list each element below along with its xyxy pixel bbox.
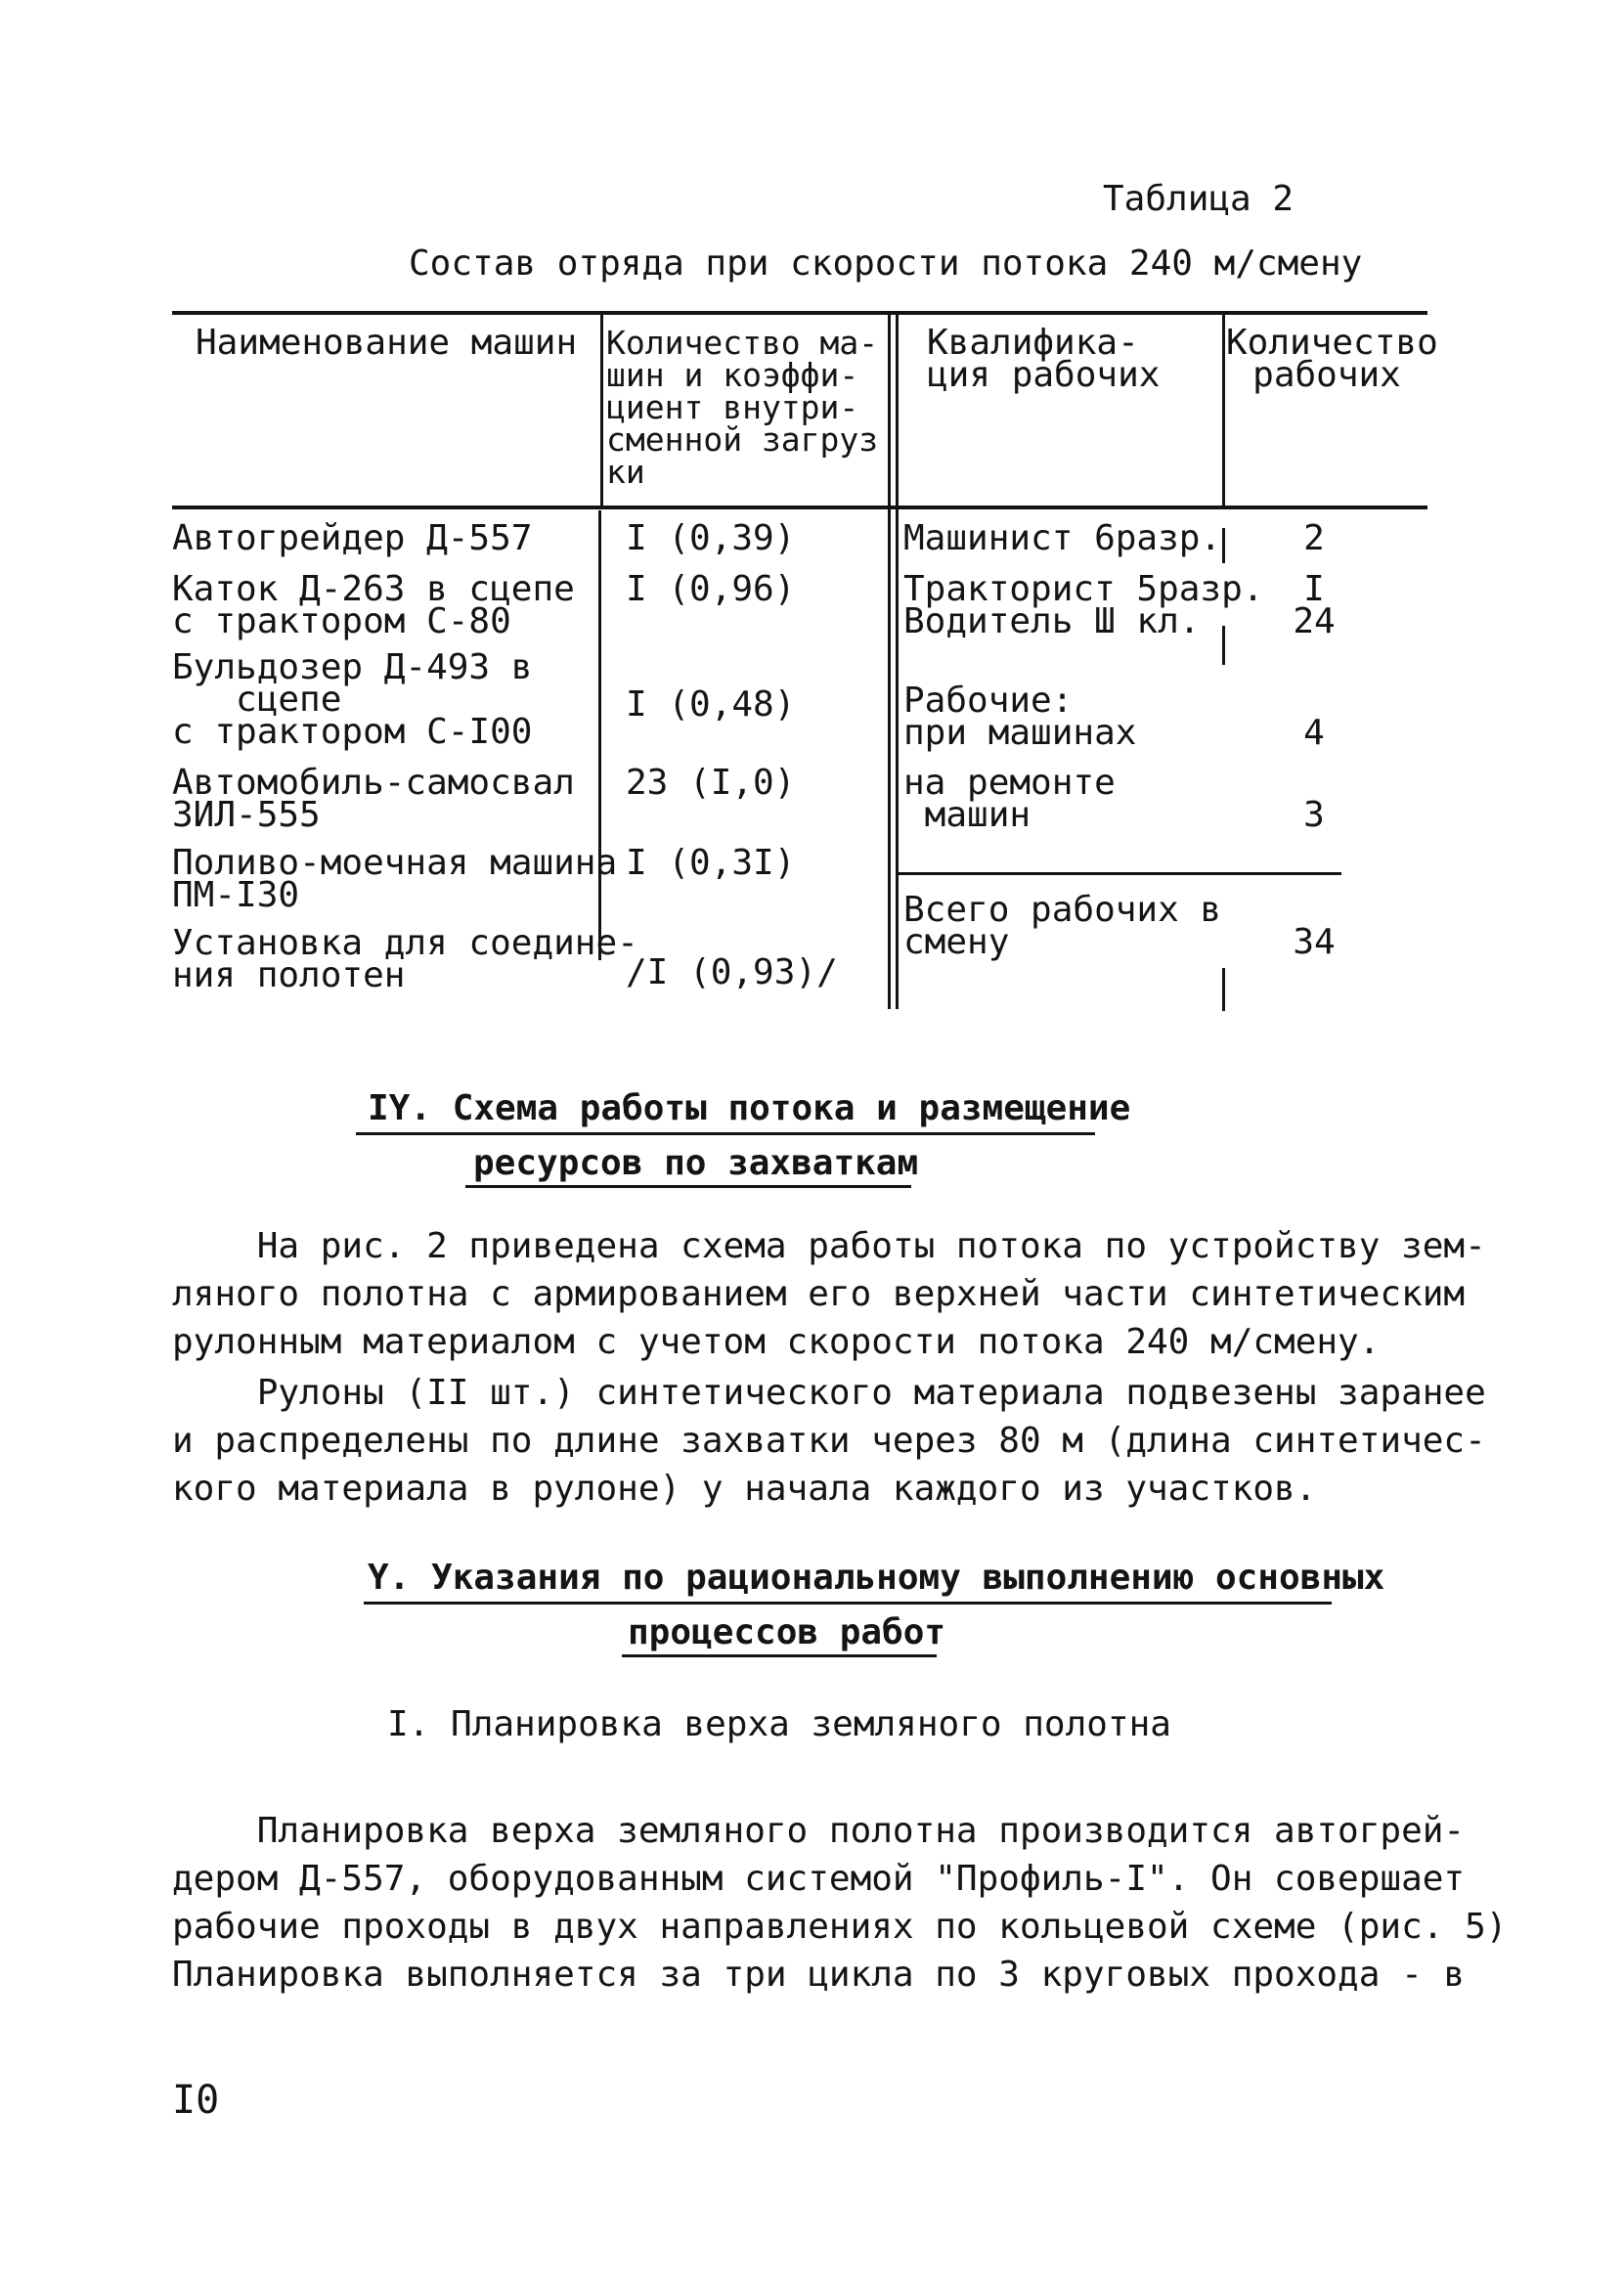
worker-qualification-4: Рабочие:: [903, 681, 1074, 721]
machine-name-4: Автомобиль-самосвал ЗИЛ-555: [172, 763, 575, 835]
table-header-rule: [172, 506, 1427, 509]
header-worker-count: Количество рабочих: [1226, 323, 1438, 395]
col-divider-3-seg3: [1222, 968, 1225, 1011]
section-4-heading-line2: ресурсов по захваткам: [473, 1143, 919, 1183]
col-divider-3-seg1: [1222, 528, 1225, 563]
worker-qualification-3: Водитель Ш кл.: [903, 601, 1201, 641]
worker-qualification-2: Тракторист 5разр.: [903, 569, 1264, 609]
header-machine-name: Наименование машин: [196, 323, 578, 363]
machine-count-5: I (0,3I): [626, 843, 796, 883]
section-5-heading-underline-2: [622, 1654, 937, 1657]
machine-name-6: Установка для соедине- ния полотен: [172, 923, 638, 995]
total-top-rule: [898, 872, 1341, 875]
section-5-subheading: I. Планировка верха земляного полотна: [387, 1704, 1171, 1744]
section-5-paragraph: Планировка верха земляного полотна производится автогрей- дером Д-557, оборудованным системой "Профиль-I". Он совершает рабочие проходы в двух направлениях по кольцевой схеме (рис. 5) Планировка выполняется за три цикла по 3 круговых прохода - в: [172, 1811, 1508, 1995]
section-4-paragraph-2: Рулоны (II шт.) синтетического материала подвезены заранее и распределены по длине захватки через 80 м (длина синтетичес- кого материала в рулоне) у начала каждого из участков.: [172, 1373, 1486, 1509]
machine-name-2: Каток Д-263 в сцепе с трактором С-80: [172, 569, 575, 641]
total-label: Всего рабочих в смену: [903, 890, 1222, 962]
worker-qualification-5: при машинах: [903, 713, 1137, 753]
table-title: Состав отряда при скорости потока 240 м/смену: [409, 243, 1363, 284]
machine-count-2: I (0,96): [626, 569, 796, 609]
machine-count-4: 23 (I,0): [626, 763, 796, 803]
worker-count-1: 2: [1303, 518, 1325, 558]
worker-count-2: I: [1303, 569, 1325, 609]
col-divider-1-header: [600, 313, 603, 508]
section-5-heading-line2: процессов работ: [628, 1612, 946, 1652]
machine-count-3: I (0,48): [626, 684, 796, 725]
worker-count-6: 3: [1303, 795, 1325, 835]
section-5-heading-line1: Y. Указания по рациональному выполнению основных: [368, 1558, 1385, 1598]
machine-count-6: /I (0,93)/: [626, 952, 838, 992]
col-divider-3-seg2: [1222, 626, 1225, 665]
machine-name-5: Поливо-моечная машина ПМ-I30: [172, 843, 618, 915]
section-4-heading-line1: IY. Схема работы потока и размещение: [368, 1088, 1131, 1128]
worker-qualification-6: на ремонте машин: [903, 763, 1116, 835]
total-count: 34: [1293, 922, 1336, 962]
col-divider-2b: [896, 313, 899, 1009]
machine-count-1: I (0,39): [626, 518, 796, 558]
section-4-heading-underline-1: [356, 1132, 1095, 1135]
page-number: I0: [172, 2078, 220, 2123]
col-divider-3-header: [1222, 313, 1225, 508]
machine-name-3: Бульдозер Д-493 в сцепе с трактором С-I00: [172, 647, 533, 752]
table-top-rule: [172, 311, 1427, 315]
header-qualification: Квалифика- ция рабочих: [927, 323, 1161, 395]
section-5-heading-underline-1: [364, 1602, 1332, 1605]
header-machine-count: Количество ма- шин и коэффи- циент внутри- сменной загруз ки: [606, 324, 879, 491]
col-divider-2a: [888, 313, 891, 1009]
machine-name-1: Автогрейдер Д-557: [172, 518, 533, 558]
section-4-paragraph-1: На рис. 2 приведена схема работы потока по устройству зем- ляного полотна с армированием его верхней части синтетическим рулонным материалом с учетом скорости потока 240 м/смену.: [172, 1226, 1486, 1362]
section-4-heading-underline-2: [465, 1185, 911, 1188]
table-label: Таблица 2: [1103, 179, 1295, 219]
worker-count-3: 24: [1293, 601, 1336, 641]
worker-qualification-1: Машинист 6разр.: [903, 518, 1222, 558]
worker-count-5: 4: [1303, 713, 1325, 753]
